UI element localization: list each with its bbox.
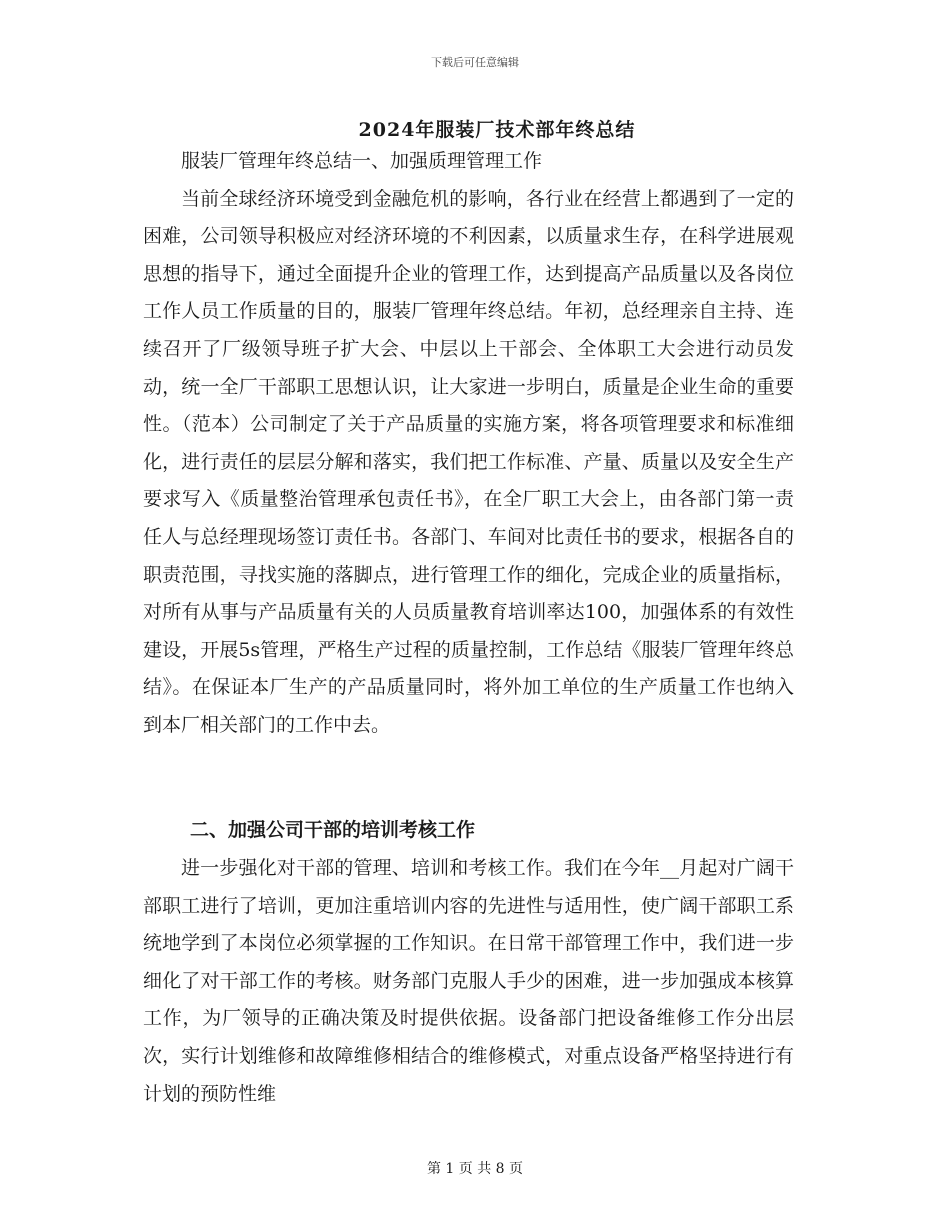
section-heading-training: 二、加强公司干部的培训考核工作 <box>190 819 476 841</box>
page-number: 第 1 页 共 8 页 <box>426 1161 524 1177</box>
document-body-continued <box>143 850 794 1113</box>
document-title: 2024年服装厂技术部年终总结 <box>358 119 636 141</box>
paragraph-training: 进一步强化对干部的管理、培训和考核工作。我们在今年__月起对广阔干部职工进行了培训，更加注重培训内容的先进性与适用性，使广阔干部职工系统地学到了本岗位必须掌握的工作知识。在日常干部管理工作中，我们进一步细化了对干部工作的考核。财务部门克服人手少的困难，进一步加强成本核算工作，为厂领导的正确决策及时提供依据。设备部门把设备维修工作分出层次，实行计划维修和故障维修相结合的维修模式，对重点设备严格坚持进行有计划的预防性维 <box>143 857 794 1105</box>
paragraph-quality-management: 当前全球经济环境受到金融危机的影响，各行业在经营上都遇到了一定的困难，公司领导积极应对经济环境的不利因素，以质量求生存，在科学进展观思想的指导下，通过全面提升企业的管理工作，达到提高产品质量以及各岗位工作人员工作质量的目的，服装厂管理年终总结。年初，总经理亲自主持、连续召开了厂级领导班子扩大会、中层以上干部会、全体职工大会进行动员发动，统一全厂干部职工思想认识，让大家进一步明白，质量是企业生命的重要性。（范本）公司制定了关于产品质量的实施方案，将各项管理要求和标准细化，进行责任的层层分解和落实，我们把工作标准、产量、质量以及安全生产要求写入《质量整治管理承包责任书》，在全厂职工大会上，由各部门第一责任人与总经理现场签订责任书。各部门、车间对比责任书的要求，根据各自的职责范围，寻找实施的落脚点，进行管理工作的细化，完成企业的质量指标，对所有从事与产品质量有关的人员质量教育培训率达100，加强体系的有效性建设，开展5s管理，严格生产过程的质量控制，工作总结《服装厂管理年终总结》。在保证本厂生产的产品质量同时，将外加工单位的生产质量工作也纳入到本厂相关部门的工作中去。 <box>143 187 794 736</box>
page-header-note: 下载后可任意编辑 <box>431 56 519 69</box>
lead-line: 服装厂管理年终总结一、加强质理管理工作 <box>181 150 543 172</box>
document-body <box>143 143 794 745</box>
